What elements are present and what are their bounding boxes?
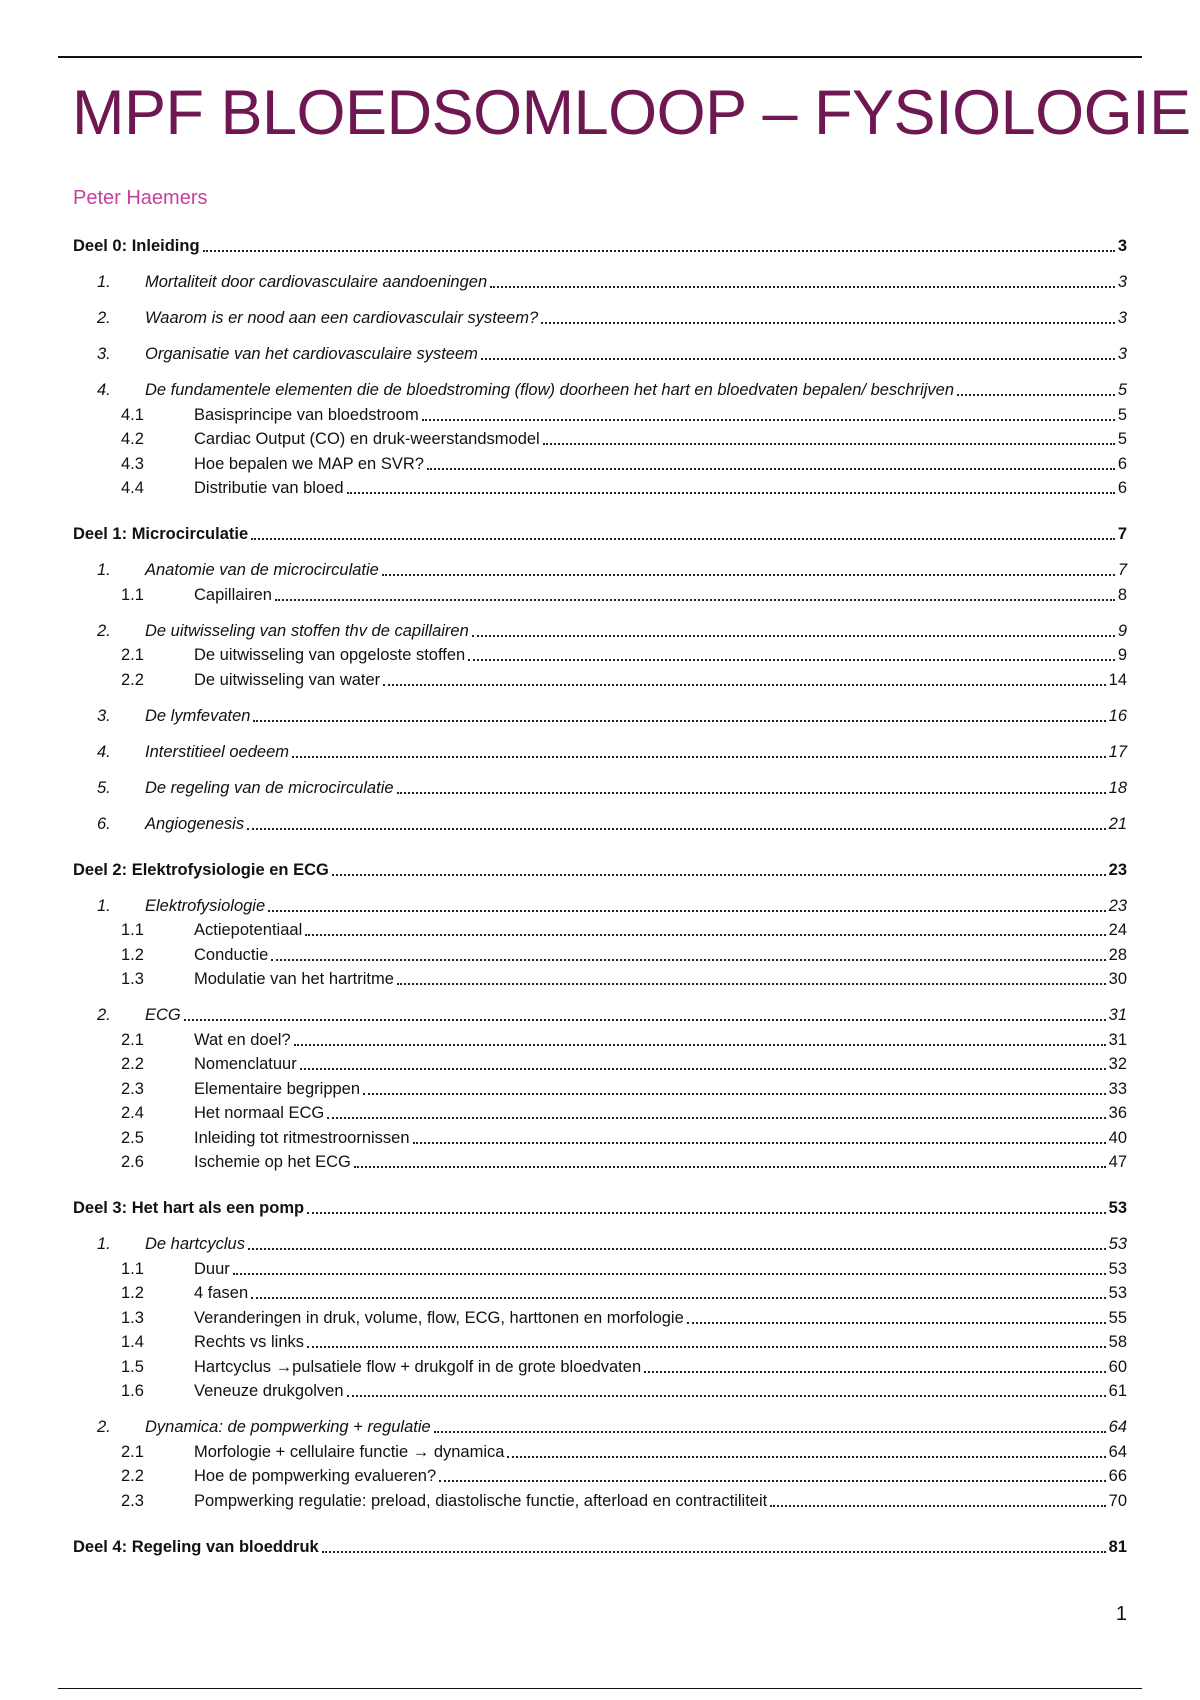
toc-entry-page: 9 — [1117, 621, 1127, 640]
toc-entry-label: De uitwisseling van water — [194, 670, 381, 689]
toc-entry-number: 1.6 — [121, 1382, 144, 1400]
table-of-contents — [73, 232, 1127, 1557]
toc-section[interactable] — [73, 556, 1127, 580]
toc-entry-page: 3 — [1117, 345, 1127, 363]
toc-entry-label: Ischemie op het ECG — [194, 1153, 351, 1171]
toc-entry-number: 2.1 — [121, 1030, 144, 1049]
dot-leader — [472, 635, 1115, 637]
toc-entry-number: 1. — [97, 896, 111, 915]
toc-subsection[interactable] — [73, 400, 1127, 425]
dot-leader — [203, 250, 1115, 252]
toc-entry-number: 4.1 — [121, 405, 144, 424]
toc-entry-number: 2.3 — [121, 1491, 144, 1510]
toc-section[interactable] — [73, 304, 1127, 328]
toc-entry-page: 21 — [1108, 814, 1127, 833]
toc-entry-label: 4 fasen — [194, 1284, 249, 1302]
toc-subsection[interactable] — [73, 1254, 1127, 1279]
toc-entry-number: 1.2 — [121, 945, 144, 964]
toc-entry-label: Duur — [194, 1259, 230, 1278]
toc-subsection[interactable] — [73, 1328, 1127, 1353]
toc-entry-page: 64 — [1108, 1442, 1127, 1461]
toc-entry-label: Wat en doel? — [194, 1030, 291, 1049]
toc-entry-page: 53 — [1108, 1259, 1127, 1278]
toc-entry-page: 58 — [1108, 1333, 1127, 1351]
toc-subsection[interactable] — [73, 1025, 1127, 1050]
toc-subsection[interactable] — [73, 1279, 1127, 1304]
toc-entry-number: 5. — [97, 778, 111, 797]
dot-leader — [644, 1371, 1106, 1373]
toc-entry-label: Interstitieel oedeem — [145, 742, 289, 761]
toc-entry-label: Inleiding tot ritmestroornissen — [194, 1128, 410, 1147]
toc-entry-label: Rechts vs links — [194, 1333, 305, 1351]
toc-entry-label: Actiepotentiaal — [194, 921, 303, 939]
toc-entry-number: 2.2 — [121, 1055, 144, 1073]
dot-leader — [307, 1212, 1106, 1214]
toc-entry-number: 4.3 — [121, 454, 144, 473]
dot-leader — [397, 792, 1106, 794]
dot-leader — [439, 1480, 1105, 1482]
toc-entry-page: 17 — [1108, 742, 1127, 761]
toc-entry-page: 7 — [1117, 561, 1127, 579]
dot-leader — [253, 720, 1105, 722]
toc-entry-label: De hartcyclus — [145, 1235, 245, 1253]
page-number: 1 — [1115, 1603, 1127, 1625]
toc-section[interactable] — [73, 738, 1127, 762]
dot-leader — [543, 443, 1115, 445]
toc-section[interactable] — [73, 774, 1127, 798]
toc-subsection[interactable] — [73, 1148, 1127, 1173]
toc-section[interactable] — [73, 1001, 1127, 1025]
toc-entry-number: 1. — [97, 273, 111, 291]
top-rule — [58, 56, 1142, 58]
toc-entry-number: 3. — [97, 706, 111, 725]
toc-entry-number: 1.2 — [121, 1284, 144, 1302]
dot-leader — [354, 1166, 1106, 1168]
toc-subsection[interactable] — [73, 916, 1127, 941]
toc-entry-label: Organisatie van het cardiovasculaire systeem — [145, 345, 478, 363]
toc-section[interactable] — [73, 268, 1127, 292]
toc-entry-number: 3. — [97, 345, 111, 363]
dot-leader — [251, 1297, 1106, 1299]
toc-entry-label: Conductie — [194, 945, 269, 964]
toc-entry-page: 16 — [1108, 706, 1127, 725]
toc-subsection[interactable] — [73, 425, 1127, 450]
bottom-rule — [58, 1688, 1142, 1689]
dot-leader — [292, 756, 1106, 758]
toc-entry-page: 30 — [1108, 970, 1127, 988]
toc-entry-page: 31 — [1108, 1006, 1127, 1024]
toc-subsection[interactable] — [73, 1123, 1127, 1148]
toc-entry-label: Anatomie van de microcirculatie — [145, 561, 379, 579]
toc-subsection[interactable] — [73, 474, 1127, 499]
toc-entry-label: Elementaire begrippen — [194, 1079, 361, 1098]
dot-leader — [233, 1273, 1106, 1275]
toc-entry-number: 1.4 — [121, 1333, 144, 1351]
toc-entry-number: 4. — [97, 742, 111, 761]
dot-leader — [332, 874, 1106, 876]
toc-section[interactable] — [73, 617, 1127, 641]
toc-entry-page: 66 — [1108, 1467, 1127, 1485]
toc-entry-page: 81 — [1108, 1537, 1127, 1556]
toc-entry-label: Het normaal ECG — [194, 1104, 325, 1122]
toc-subsection[interactable] — [73, 1437, 1127, 1462]
toc-subsection[interactable] — [73, 1074, 1127, 1099]
toc-subsection[interactable] — [73, 1352, 1127, 1377]
toc-entry-label: Angiogenesis — [145, 814, 245, 833]
toc-entry-page: 53 — [1108, 1199, 1127, 1217]
toc-entry-page: 23 — [1108, 896, 1127, 915]
toc-entry-page: 24 — [1108, 921, 1127, 939]
dot-leader — [300, 1068, 1106, 1070]
dot-leader — [305, 934, 1105, 936]
toc-entry-number: 4. — [97, 381, 111, 399]
dot-leader — [251, 538, 1115, 540]
toc-entry-label: Waarom is er nood aan een cardiovasculair systeem? — [145, 309, 539, 327]
toc-subsection[interactable] — [73, 1099, 1127, 1124]
toc-subsection[interactable] — [73, 1462, 1127, 1487]
toc-entry-page: 8 — [1117, 585, 1127, 604]
toc-subsection[interactable] — [73, 641, 1127, 666]
toc-subsection[interactable] — [73, 449, 1127, 474]
toc-entry-label: Modulatie van het hartritme — [194, 970, 394, 988]
toc-subsection[interactable] — [73, 1303, 1127, 1328]
toc-entry-label: Basisprincipe van bloedstroom — [194, 405, 419, 424]
toc-entry-number: 2. — [97, 621, 111, 640]
toc-entry-label: Veneuze drukgolven — [194, 1382, 344, 1400]
toc-section[interactable] — [73, 376, 1127, 400]
dot-leader — [322, 1551, 1106, 1553]
toc-subsection[interactable] — [73, 665, 1127, 690]
toc-entry-page: 3 — [1117, 309, 1127, 327]
toc-entry-number: 2.6 — [121, 1153, 144, 1171]
toc-entry-page: 33 — [1108, 1079, 1127, 1098]
dot-leader — [307, 1346, 1106, 1348]
dot-leader — [294, 1044, 1106, 1046]
toc-entry-page: 53 — [1108, 1284, 1127, 1302]
toc-entry-number: 1.5 — [121, 1357, 144, 1376]
author: Peter Haemers — [73, 187, 208, 209]
toc-entry-page: 47 — [1108, 1153, 1127, 1171]
dot-leader — [490, 286, 1115, 288]
toc-section[interactable] — [73, 1230, 1127, 1254]
toc-entry-number: 2.2 — [121, 670, 144, 689]
toc-entry-label: De fundamentele elementen die de bloedstroming (flow) doorheen het hart en bloedvaten bepalen/ beschrijven — [145, 381, 955, 399]
toc-entry-label: Morfologie + cellulaire functie → dynamica — [194, 1442, 505, 1461]
toc-subsection[interactable] — [73, 1377, 1127, 1402]
toc-entry-number: 1. — [97, 1235, 111, 1253]
toc-entry-label: Hartcyclus →pulsatiele flow + drukgolf in de grote bloedvaten — [194, 1357, 642, 1376]
dot-leader — [271, 959, 1105, 961]
toc-entry-label: De uitwisseling van opgeloste stoffen — [194, 646, 466, 664]
toc-entry-number: 2.2 — [121, 1467, 144, 1485]
dot-leader — [275, 599, 1115, 601]
toc-entry-label: De lymfevaten — [145, 706, 251, 725]
toc-entry-label: Nomenclatuur — [194, 1055, 297, 1073]
toc-entry-number: 2. — [97, 309, 111, 327]
toc-entry-label: De regeling van de microcirculatie — [145, 778, 394, 797]
toc-entry-label: Veranderingen in druk, volume, flow, ECG, harttonen en morfologie — [194, 1308, 684, 1327]
dot-leader — [481, 358, 1115, 360]
toc-entry-page: 55 — [1108, 1308, 1127, 1327]
toc-part[interactable] — [73, 856, 1127, 880]
toc-entry-page: 6 — [1117, 454, 1127, 473]
dot-leader — [468, 659, 1115, 661]
toc-entry-label: Deel 3: Het hart als een pomp — [73, 1199, 305, 1217]
toc-section[interactable] — [73, 702, 1127, 726]
toc-entry-page: 70 — [1108, 1491, 1127, 1510]
toc-entry-number: 2. — [97, 1418, 111, 1436]
toc-entry-page: 60 — [1108, 1357, 1127, 1376]
toc-section[interactable] — [73, 1413, 1127, 1437]
toc-entry-number: 1.3 — [121, 1308, 144, 1327]
toc-entry-page: 28 — [1108, 945, 1127, 964]
dot-leader — [770, 1505, 1105, 1507]
toc-section[interactable] — [73, 892, 1127, 916]
toc-entry-number: 2. — [97, 1006, 111, 1024]
toc-entry-page: 3 — [1117, 237, 1127, 255]
toc-section[interactable] — [73, 810, 1127, 834]
dot-leader — [957, 394, 1115, 396]
toc-entry-number: 2.3 — [121, 1079, 144, 1098]
dot-leader — [247, 828, 1106, 830]
toc-entry-number: 1.1 — [121, 921, 144, 939]
dot-leader — [422, 419, 1115, 421]
toc-entry-label: Elektrofysiologie — [145, 896, 266, 915]
toc-entry-label: De uitwisseling van stoffen thv de capillairen — [145, 621, 469, 640]
toc-entry-page: 5 — [1117, 381, 1127, 399]
toc-entry-label: ECG — [145, 1006, 181, 1024]
document-title: MPF BLOEDSOMLOOP – FYSIOLOGIE — [72, 78, 1191, 148]
toc-entry-page: 31 — [1108, 1030, 1127, 1049]
toc-entry-page: 40 — [1108, 1128, 1127, 1147]
toc-entry-number: 4.2 — [121, 430, 144, 448]
toc-section[interactable] — [73, 340, 1127, 364]
toc-entry-number: 1.1 — [121, 1259, 144, 1278]
toc-entry-label: Deel 2: Elektrofysiologie en ECG — [73, 860, 329, 879]
toc-entry-page: 64 — [1108, 1418, 1127, 1436]
dot-leader — [363, 1093, 1106, 1095]
toc-part[interactable] — [73, 1194, 1127, 1218]
toc-entry-page: 18 — [1108, 778, 1127, 797]
toc-entry-page: 3 — [1117, 273, 1127, 291]
toc-entry-label: Cardiac Output (CO) en druk-weerstandsmodel — [194, 430, 540, 448]
toc-subsection[interactable] — [73, 940, 1127, 965]
toc-entry-number: 1.3 — [121, 970, 144, 988]
dot-leader — [541, 322, 1115, 324]
toc-entry-label: Deel 4: Regeling van bloeddruk — [73, 1537, 319, 1556]
toc-entry-number: 4.4 — [121, 479, 144, 497]
toc-entry-label: Hoe de pompwerking evalueren? — [194, 1467, 437, 1485]
toc-subsection[interactable] — [73, 1050, 1127, 1075]
dot-leader — [248, 1248, 1106, 1250]
toc-entry-label: Capillairen — [194, 585, 272, 604]
toc-entry-label: Pompwerking regulatie: preload, diastolische functie, afterload en contractiliteit — [194, 1491, 768, 1510]
toc-entry-page: 6 — [1117, 479, 1127, 497]
dot-leader — [383, 684, 1105, 686]
toc-entry-number: 2.5 — [121, 1128, 144, 1147]
toc-entry-page: 5 — [1117, 405, 1127, 424]
toc-entry-number: 2.4 — [121, 1104, 144, 1122]
toc-entry-page: 53 — [1108, 1235, 1127, 1253]
toc-entry-number: 2.1 — [121, 646, 144, 664]
toc-part[interactable] — [73, 1533, 1127, 1557]
dot-leader — [687, 1322, 1106, 1324]
toc-entry-number: 1.1 — [121, 585, 144, 604]
dot-leader — [427, 468, 1115, 470]
dot-leader — [413, 1142, 1106, 1144]
dot-leader — [347, 1395, 1106, 1397]
toc-entry-label: Deel 1: Microcirculatie — [73, 525, 249, 543]
toc-entry-page: 36 — [1108, 1104, 1127, 1122]
toc-entry-label: Hoe bepalen we MAP en SVR? — [194, 454, 424, 473]
toc-entry-page: 7 — [1117, 525, 1127, 543]
dot-leader — [184, 1019, 1106, 1021]
dot-leader — [382, 574, 1115, 576]
toc-entry-label: Deel 0: Inleiding — [73, 237, 200, 255]
toc-entry-page: 5 — [1117, 430, 1127, 448]
toc-entry-label: Distributie van bloed — [194, 479, 344, 497]
toc-entry-number: 1. — [97, 561, 111, 579]
toc-entry-page: 23 — [1108, 860, 1127, 879]
toc-part[interactable] — [73, 232, 1127, 256]
toc-part[interactable] — [73, 520, 1127, 544]
toc-entry-page: 9 — [1117, 646, 1127, 664]
dot-leader — [397, 983, 1106, 985]
toc-entry-label: Mortaliteit door cardiovasculaire aandoeningen — [145, 273, 488, 291]
dot-leader — [507, 1456, 1105, 1458]
dot-leader — [347, 492, 1115, 494]
dot-leader — [327, 1117, 1105, 1119]
toc-entry-page: 32 — [1108, 1055, 1127, 1073]
dot-leader — [434, 1431, 1106, 1433]
dot-leader — [268, 910, 1106, 912]
toc-subsection[interactable] — [73, 580, 1127, 605]
toc-entry-page: 61 — [1108, 1382, 1127, 1400]
toc-entry-number: 2.1 — [121, 1442, 144, 1461]
toc-subsection[interactable] — [73, 965, 1127, 990]
toc-entry-page: 14 — [1108, 670, 1127, 689]
toc-entry-number: 6. — [97, 814, 111, 833]
toc-entry-label: Dynamica: de pompwerking + regulatie — [145, 1418, 431, 1436]
toc-subsection[interactable] — [73, 1486, 1127, 1511]
